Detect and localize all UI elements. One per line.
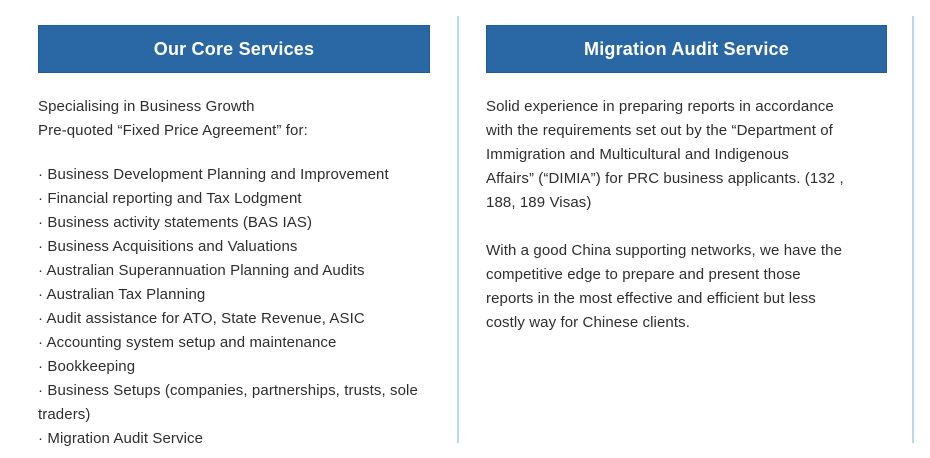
paragraph-line: reports in the most effective and efficient but less [486, 290, 816, 307]
core-services-intro [38, 95, 430, 143]
column-divider [457, 16, 459, 443]
core-services-list [38, 163, 430, 451]
service-list-item: · Australian Superannuation Planning and Audits [38, 262, 365, 279]
service-list-item: · Financial reporting and Tax Lodgment [38, 190, 302, 207]
migration-audit-title: Migration Audit Service [584, 38, 789, 59]
service-list-item: · Australian Tax Planning [38, 286, 206, 303]
paragraph-line: 188, 189 Visas) [486, 194, 592, 211]
paragraph-line: Affairs” (“DIMIA”) for PRC business applicants. (132 , [486, 170, 844, 187]
core-services-panel [38, 25, 430, 451]
paragraph-line: with the requirements set out by the “Department of [486, 122, 833, 139]
service-list-item: · Migration Audit Service [38, 430, 204, 447]
paragraph-line: competitive edge to prepare and present those [486, 266, 801, 283]
migration-audit-paragraph-1 [486, 95, 887, 215]
column-divider [912, 16, 914, 443]
service-list-item: · Business Setups (companies, partnerships, trusts, sole traders) [38, 382, 418, 423]
service-list-item: · Accounting system setup and maintenance [38, 334, 337, 351]
core-services-header [38, 25, 430, 73]
paragraph-line: Immigration and Multicultural and Indigenous [486, 146, 789, 163]
migration-audit-panel [486, 25, 887, 335]
paragraph-line: With a good China supporting networks, we have the [486, 242, 843, 259]
intro-line: Pre-quoted “Fixed Price Agreement” for: [38, 122, 308, 139]
service-list-item: · Bookkeeping [38, 358, 136, 375]
service-list-item: · Business Acquisitions and Valuations [38, 238, 298, 255]
service-list-item: · Business activity statements (BAS IAS) [38, 214, 313, 231]
migration-audit-header [486, 25, 887, 73]
intro-line: Specialising in Business Growth [38, 98, 255, 115]
service-list-item: · Audit assistance for ATO, State Revenue, ASIC [38, 310, 365, 327]
service-list-item: · Business Development Planning and Improvement [38, 166, 389, 183]
paragraph-line: costly way for Chinese clients. [486, 314, 691, 331]
migration-audit-paragraph-2 [486, 239, 887, 335]
paragraph-line: Solid experience in preparing reports in accordance [486, 98, 834, 115]
core-services-title: Our Core Services [153, 38, 315, 59]
